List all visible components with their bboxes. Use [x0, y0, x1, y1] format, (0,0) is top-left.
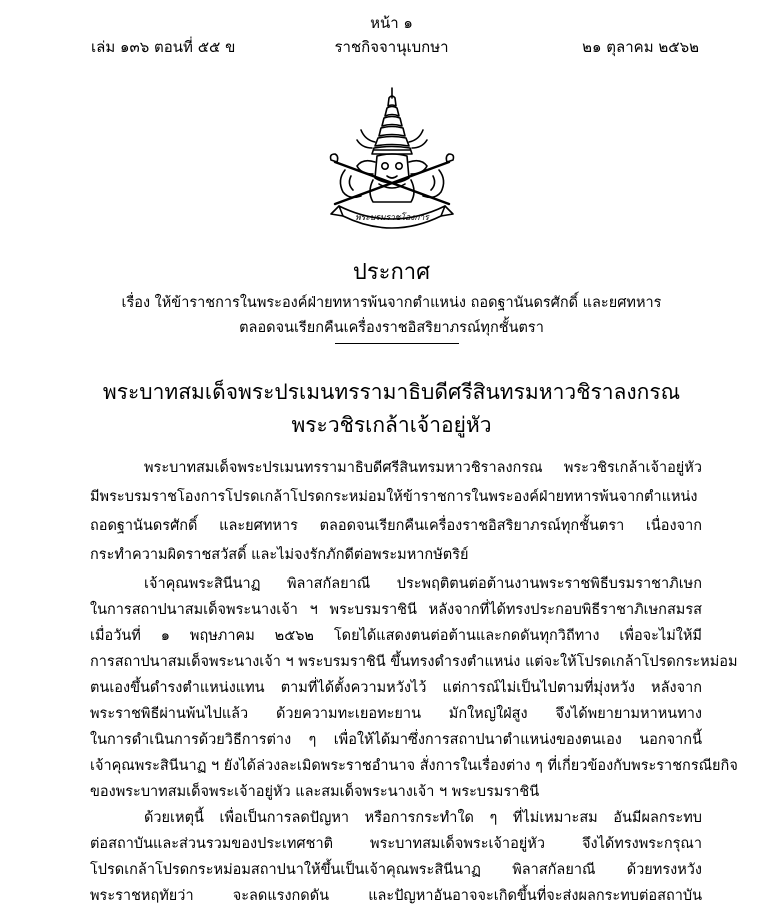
body-line: ถอดฐานันดรศักดิ์ และยศทหาร ตลอดจนเรียกคืนเครื่องราชอิสริยาภรณ์ทุกชั้นตรา เนื่องจาก: [90, 518, 702, 534]
body-line: ในการดำเนินการด้วยวิธีการต่าง ๆ เพื่อให้ได้มาซึ่งการสถาปนาตำแหน่งของตนเอง นอกจากนี้: [90, 732, 702, 748]
body-line: เจ้าคุณพระสินีนาฏ พิลาสกัลยาณี ประพฤติตนต่อต้านงานพระราชพิธีบรมราชาภิเษก: [144, 576, 702, 592]
body-line: พระบาทสมเด็จพระปรเมนทรรามาธิบดีศรีสินทรมหาวชิราลงกรณ พระวชิรเกล้าเจ้าอยู่หัว: [144, 460, 702, 476]
body-line: พระราชพิธีผ่านพ้นไปแล้ว ด้วยความทะเยอทะยาน มักใหญ่ใฝ่สูง จึงได้พยายามหาหนทาง: [90, 706, 702, 722]
page-number: หน้า ๑: [370, 14, 413, 32]
royal-garuda-emblem-icon: [317, 84, 467, 232]
gazette-name: ราชกิจจานุเบกษา: [334, 38, 449, 56]
body-line: เมื่อวันที่ ๑ พฤษภาคม ๒๕๖๒ โดยได้แสดงตนต่อต้านและกดดันทุกวิถีทาง เพื่อจะไม่ให้มี: [90, 628, 702, 644]
body-line: ในการสถาปนาสมเด็จพระนางเจ้า ฯ พระบรมราชินี หลังจากที่ได้ทรงประกอบพิธีราชาภิเษกสมรส: [90, 602, 702, 618]
king-name-line-1: พระบาทสมเด็จพระปรเมนทรรามาธิบดีศรีสินทรมหาวชิราลงกรณ: [102, 380, 681, 404]
king-name-line-2: พระวชิรเกล้าเจ้าอยู่หัว: [291, 413, 492, 437]
divider: [335, 343, 459, 344]
body-line: พระราชหฤทัยว่า จะลดแรงกดดัน และปัญหาอันอาจจะเกิดขึ้นที่จะส่งผลกระทบต่อสถาบัน: [90, 888, 702, 904]
subject-line-1: เรื่อง ให้ข้าราชการในพระองค์ฝ่ายทหารพ้นจากตำแหน่ง ถอดฐานันดรศักดิ์ และยศทหาร: [121, 295, 662, 311]
volume-issue: เล่ม ๑๓๖ ตอนที่ ๕๕ ข: [91, 38, 236, 56]
body-line: ด้วยเหตุนี้ เพื่อเป็นการลดปัญหา หรือการกระทำใด ๆ ที่ไม่เหมาะสม อันมีผลกระทบ: [144, 810, 702, 826]
publication-date: ๒๑ ตุลาคม ๒๕๖๒: [582, 38, 699, 56]
body-line: การสถาปนาสมเด็จพระนางเจ้า ฯ พระบรมราชินี ขึ้นทรงดำรงตำแหน่ง แต่จะให้โปรดเกล้าโปรดกระหม่อม: [90, 654, 738, 670]
body-line: เจ้าคุณพระสินีนาฏ ฯ ยังได้ล่วงละเมิดพระราชอำนาจ สั่งการในเรื่องต่าง ๆ ที่เกี่ยวข้องกับพระราชกรณียกิจ: [90, 758, 738, 774]
body-line: ต่อสถาบันและส่วนรวมของประเทศชาติ พระบาทสมเด็จพระเจ้าอยู่หัว จึงได้ทรงพระกรุณา: [90, 836, 702, 852]
body-line: โปรดเกล้าโปรดกระหม่อมสถาปนาให้ขึ้นเป็นเจ้าคุณพระสินีนาฏ พิลาสกัลยาณี ด้วยทรงหวัง: [90, 862, 702, 878]
body-line: กระทำความผิดราชสวัสดิ์ และไม่จงรักภักดีต่อพระมหากษัตริย์: [90, 547, 469, 563]
announcement-title: ประกาศ: [352, 260, 431, 285]
subject-line-2: ตลอดจนเรียกคืนเครื่องราชอิสริยาภรณ์ทุกชั้นตรา: [239, 320, 544, 336]
body-line: ของพระบาทสมเด็จพระเจ้าอยู่หัว และสมเด็จพระนางเจ้า ฯ พระบรมราชินี: [90, 784, 540, 800]
body-line: ตนเองขึ้นดำรงตำแหน่งแทน ตามที่ได้ตั้งความหวังไว้ แต่การณ์ไม่เป็นไปตามที่มุ่งหวัง หลังจาก: [90, 680, 702, 696]
body-line: มีพระบรมราชโองการโปรดเกล้าโปรดกระหม่อมให้ข้าราชการในพระองค์ฝ่ายทหารพ้นจากตำแหน่ง: [90, 489, 698, 505]
emblem-ribbon-text: พระบรมราชโองการ: [355, 213, 429, 223]
